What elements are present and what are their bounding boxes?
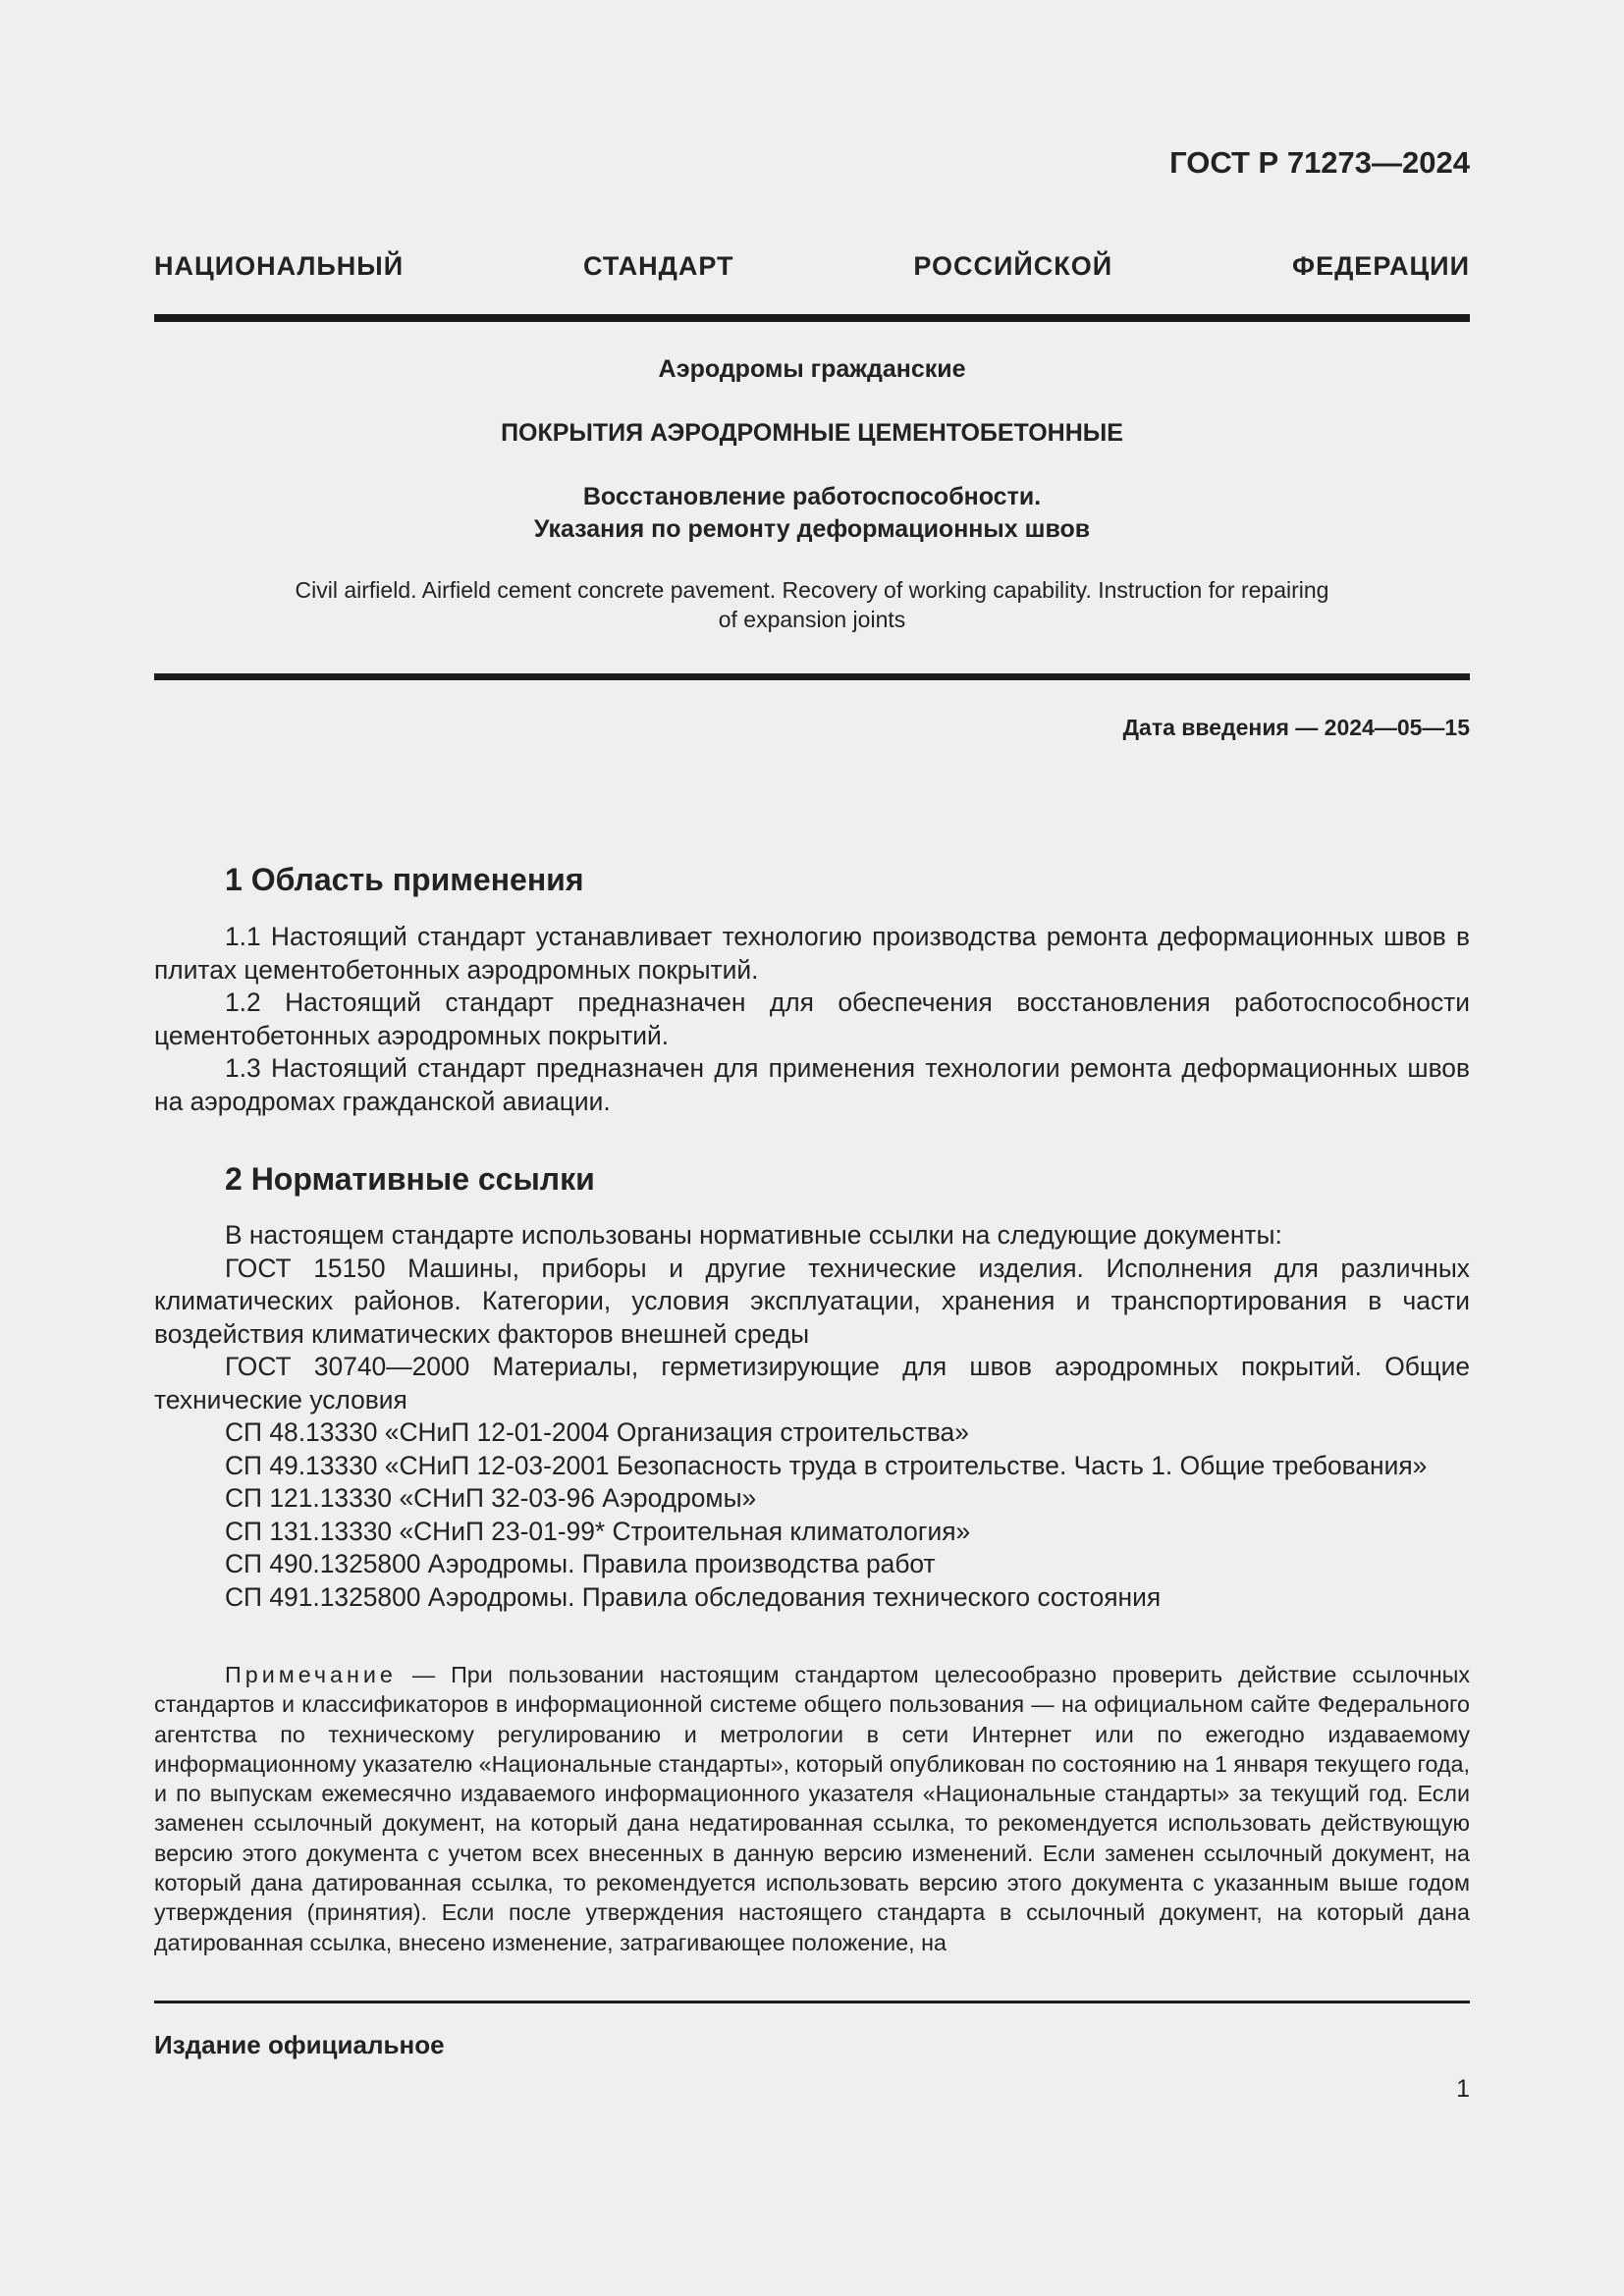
note-text: — При пользовании настоящим стандартом целесообразно проверить действие ссылочных стандартов и классификаторов в информационной системе общего пользования — на официальном сайте Федерального агентства по техническому регулированию и метрологии в сети Интернет или по ежегодно издаваемому информационному указателю «Национальные стандарты», который опубликован по состоянию на 1 января текущего года, и по выпускам ежемесячно издаваемого информационного указателя «Национальные стандарты» за текущий год. Если заменен ссылочный документ, на который дана недатированная ссылка, то рекомендуется использовать действующую версию этого документа с учетом всех внесенных в данную версию изменений. Если заменен ссылочный документ, на который дана датированная ссылка, то рекомендуется использовать версию этого документа с указанным выше годом утверждения (принятия). Если после утверждения настоящего стандарта в ссылочный документ, на который дана датированная ссылка, внесено изменение, затрагивающее положение, на bbox=[154, 1662, 1470, 1955]
reference-item: ГОСТ 30740—2000 Материалы, герметизирующие для швов аэродромных покрытий. Общие технические условия bbox=[154, 1352, 1470, 1415]
page-number: 1 bbox=[1456, 2075, 1470, 2103]
title-line-3a: Восстановление работоспособности. bbox=[582, 483, 1042, 510]
section-1-heading: 1 Область применения bbox=[225, 862, 584, 897]
national-standard-title: НАЦИОНАЛЬНЫЙ СТАНДАРТ РОССИЙСКОЙ ФЕДЕРАЦИИ bbox=[154, 251, 1470, 281]
english-title-line-b: of expansion joints bbox=[718, 607, 906, 632]
section-2-heading: 2 Нормативные ссылки bbox=[225, 1161, 595, 1197]
reference-item: СП 121.13330 «СНиП 32-03-96 Аэродромы» bbox=[225, 1483, 757, 1513]
title-line-3b: Указания по ремонту деформационных швов bbox=[533, 515, 1091, 543]
title-line-1: Аэродромы гражданские bbox=[658, 355, 966, 383]
document-code: ГОСТ Р 71273—2024 bbox=[1169, 145, 1470, 180]
english-title-line-a: Civil airfield. Airfield cement concrete pavement. Recovery of working capability. Instruction for repairing bbox=[295, 577, 1329, 603]
title-line-2: ПОКРЫТИЯ АЭРОДРОМНЫЕ ЦЕМЕНТОБЕТОННЫЕ bbox=[501, 419, 1123, 447]
footer-rule bbox=[154, 2001, 1470, 2003]
reference-item: СП 490.1325800 Аэродромы. Правила производства работ bbox=[225, 1549, 936, 1578]
reference-item: СП 131.13330 «СНиП 23-01-99* Строительная климатология» bbox=[225, 1516, 971, 1546]
clause-1-2: 1.2 Настоящий стандарт предназначен для обеспечения восстановления работоспособности цементобетонных аэродромных покрытий. bbox=[154, 988, 1470, 1050]
section-1-body bbox=[154, 921, 1470, 1118]
clause-1-3: 1.3 Настоящий стандарт предназначен для применения технологии ремонта деформационных швов на аэродромах гражданской авиации. bbox=[154, 1053, 1470, 1116]
reference-item: СП 48.13330 «СНиП 12-01-2004 Организация строительства» bbox=[225, 1417, 969, 1447]
reference-item: ГОСТ 15150 Машины, приборы и другие технические изделия. Исполнения для различных климатических районов. Категории, условия эксплуатации, хранения и транспортирования в части воздействия климатических факторов внешней среды bbox=[154, 1253, 1470, 1349]
clause-1-1: 1.1 Настоящий стандарт устанавливает технологию производства ремонта деформационных швов в плитах цементобетонных аэродромных покрытий. bbox=[154, 922, 1470, 985]
reference-item: СП 491.1325800 Аэродромы. Правила обследования технического состояния bbox=[225, 1581, 1162, 1612]
reference-item: СП 49.13330 «СНиП 12-03-2001 Безопасность труда в строительстве. Часть 1. Общие требования» bbox=[225, 1450, 1428, 1480]
note-label: Примечание bbox=[225, 1662, 397, 1687]
introduction-date: Дата введения — 2024—05—15 bbox=[1122, 715, 1470, 740]
top-rule bbox=[154, 314, 1470, 322]
note-paragraph bbox=[154, 1660, 1470, 1957]
references-note bbox=[154, 1660, 1470, 1957]
official-edition-label: Издание официальное bbox=[154, 2030, 445, 2059]
title-bottom-rule bbox=[154, 673, 1470, 680]
section-2-body bbox=[154, 1219, 1470, 1614]
references-intro: В настоящем стандарте использованы нормативные ссылки на следующие документы: bbox=[225, 1220, 1282, 1250]
